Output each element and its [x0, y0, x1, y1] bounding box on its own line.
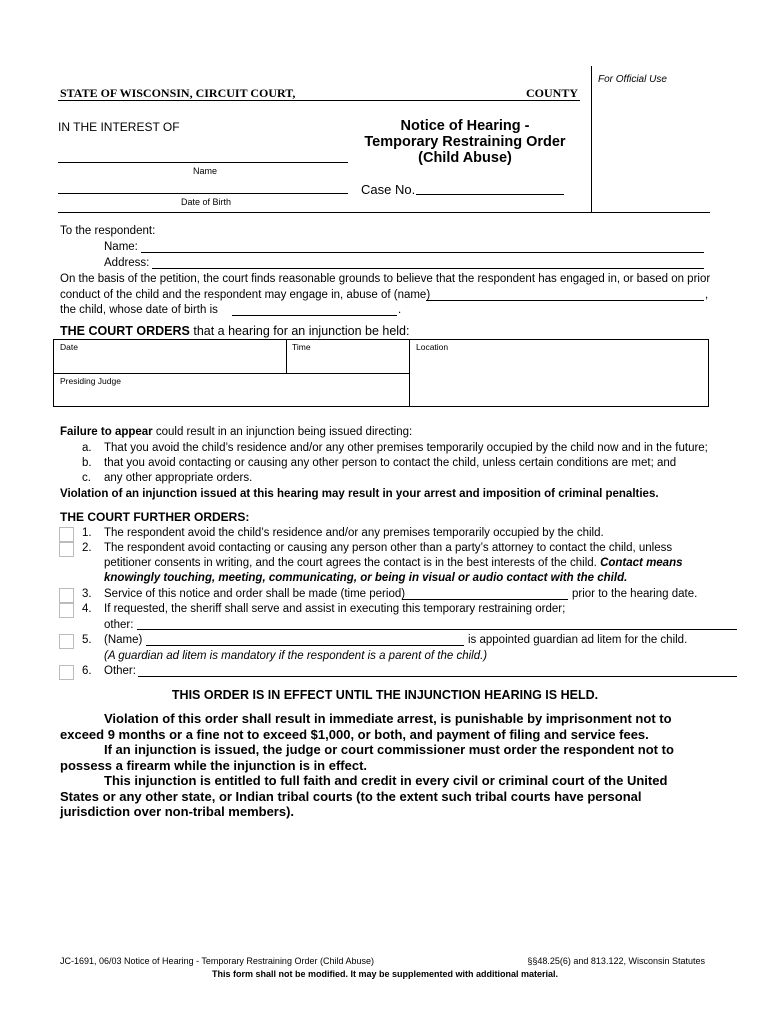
item1-marker: 1.	[82, 527, 92, 539]
item4-text: If requested, the sheriff shall serve and assist in executing this temporary restraining order;	[104, 603, 566, 615]
item4-marker: 4.	[82, 603, 92, 615]
court-title: STATE OF WISCONSIN, CIRCUIT COURT,	[60, 86, 296, 100]
in-the-interest-of: IN THE INTEREST OF	[58, 120, 180, 134]
failure-item-a-marker: a.	[82, 442, 92, 454]
hearing-time-cell[interactable]: Time	[292, 342, 311, 352]
item3-checkbox[interactable]	[59, 588, 74, 603]
child-name-field[interactable]	[58, 162, 348, 163]
failure-rest: could result in an injunction being issued directing:	[152, 426, 413, 438]
basis-line3-period: .	[398, 304, 402, 316]
failure-item-b: that you avoid contacting or causing any other person to contact the child, unless certain conditions are met; and	[104, 457, 677, 469]
court-title-underline	[58, 100, 580, 101]
court-orders-bold: THE COURT ORDERS	[60, 324, 190, 338]
child-dob-field[interactable]	[58, 193, 348, 194]
form-id: JC-1691, 06/03 Notice of Hearing - Temporary Restraining Order (Child Abuse)	[60, 956, 374, 966]
item3-text: Service of this notice and order shall be made (time period)	[104, 588, 406, 600]
item5-name-label: (Name)	[104, 634, 143, 646]
statutes: §§48.25(6) and 813.122, Wisconsin Statutes	[527, 956, 705, 966]
item4-other-field[interactable]	[137, 629, 737, 630]
item3-end: prior to the hearing date.	[572, 588, 698, 600]
failure-to-appear	[60, 426, 412, 438]
basis-line3: the child, whose date of birth is	[60, 304, 218, 316]
hearing-date-cell[interactable]: Date	[60, 342, 78, 352]
presiding-judge-cell[interactable]: Presiding Judge	[60, 376, 121, 386]
county-label: COUNTY	[526, 86, 579, 100]
item3-marker: 3.	[82, 588, 92, 600]
form-title-line2: Temporary Restraining Order	[364, 134, 566, 150]
form-title-line1: Notice of Hearing -	[400, 118, 530, 134]
item2-checkbox[interactable]	[59, 542, 74, 557]
item2-line2	[104, 557, 683, 569]
basis-line2: conduct of the child and the respondent may engage in, abuse of (name)	[60, 289, 431, 301]
case-no-label: Case No.	[361, 182, 416, 197]
item2-line1: The respondent avoid contacting or causing any person other than a party’s attorney to contact the child, unless	[104, 542, 673, 554]
basis-line1: On the basis of the petition, the court finds reasonable grounds to believe that the respondent has engaged in, or based on prior	[60, 273, 711, 285]
item2-contact-means: Contact means	[600, 557, 683, 569]
item5-note: (A guardian ad litem is mandatory if the respondent is a parent of the child.)	[104, 650, 488, 662]
respondent-address-label: Address:	[104, 257, 150, 269]
failure-item-a: That you avoid the child’s residence and/or any other premises temporarily occupied by the child now and in the future;	[104, 442, 708, 454]
official-use-label: For Official Use	[598, 74, 667, 85]
respondent-name-field[interactable]	[141, 252, 704, 253]
guardian-name-field[interactable]	[146, 645, 464, 646]
to-respondent-label: To the respondent:	[60, 225, 156, 237]
item2-line2-text: petitioner consents in writing, and the court agrees the contact is in the best interests of the child.	[104, 557, 601, 569]
failure-item-b-marker: b.	[82, 457, 92, 469]
form-title-line3: (Child Abuse)	[418, 150, 512, 166]
footer-notice: This form shall not be modified. It may be supplemented with additional material.	[211, 969, 559, 979]
form-title	[350, 118, 580, 166]
case-no-field[interactable]	[416, 194, 564, 195]
violation-warning: Violation of an injunction issued at this hearing may result in your arrest and imposition of criminal penalties.	[60, 488, 659, 500]
name-caption: Name	[193, 166, 218, 176]
item4-other-label: other:	[104, 619, 134, 631]
item6-marker: 6.	[82, 665, 92, 677]
failure-item-c: any other appropriate orders.	[104, 472, 253, 484]
hearing-table-divider-2	[409, 339, 410, 407]
failure-item-c-marker: c.	[82, 472, 91, 484]
item6-checkbox[interactable]	[59, 665, 74, 680]
abuse-name-field[interactable]	[426, 300, 704, 301]
respondent-name-label: Name:	[104, 241, 138, 253]
header-bottom-rule	[58, 212, 710, 213]
item1-text: The respondent avoid the child’s residence and/or any premises temporarily occupied by the child.	[104, 527, 604, 539]
hearing-table-row-rule	[53, 373, 409, 374]
effect-paragraph-3: This injunction is entitled to full faith and credit in every civil or criminal court of the United States or any other state, or Indian tribal courts (to the extent such tribal courts have personal jurisdiction over non-tribal members).	[60, 773, 668, 819]
basis-line2-comma: ,	[705, 289, 709, 301]
court-orders-heading	[60, 324, 409, 338]
hearing-location-cell[interactable]: Location	[416, 342, 449, 352]
child-dob-inline-field[interactable]	[232, 315, 397, 316]
service-time-period-field[interactable]	[402, 599, 568, 600]
official-use-divider	[591, 66, 592, 212]
item2-marker: 2.	[82, 542, 92, 554]
item4-checkbox[interactable]	[59, 603, 74, 618]
item5-end: is appointed guardian ad litem for the child.	[468, 634, 688, 646]
respondent-address-field[interactable]	[152, 268, 704, 269]
item2-line3: knowingly touching, meeting, communicating, or being in visual or audio contact with the child.	[104, 572, 628, 584]
item5-marker: 5.	[82, 634, 92, 646]
hearing-table-divider-1	[286, 339, 287, 374]
dob-caption: Date of Birth	[181, 197, 232, 207]
item1-checkbox[interactable]	[59, 527, 74, 542]
failure-bold: Failure to appear	[60, 426, 153, 438]
item6-label: Other:	[104, 665, 136, 677]
effect-paragraph-1: Violation of this order shall result in immediate arrest, is punishable by imprisonment not to exceed 9 months or a fine not to exceed $1,000, or both, and payment of filing and service fees.	[60, 711, 672, 742]
effect-heading: THIS ORDER IS IN EFFECT UNTIL THE INJUNCTION HEARING IS HELD.	[171, 688, 599, 702]
court-orders-rest: that a hearing for an injunction be held:	[189, 324, 410, 338]
effect-paragraph-2: If an injunction is issued, the judge or court commissioner must order the respondent not to possess a firearm while the injunction is in effect.	[60, 742, 674, 773]
item5-checkbox[interactable]	[59, 634, 74, 649]
further-orders-heading: THE COURT FURTHER ORDERS:	[60, 510, 250, 524]
item6-other-field[interactable]	[138, 676, 737, 677]
